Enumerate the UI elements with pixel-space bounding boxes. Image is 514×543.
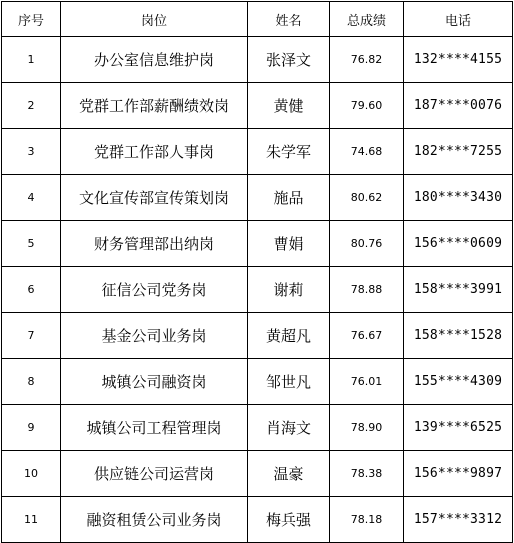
- header-score: 总成绩: [330, 2, 404, 37]
- cell-phone: 156****0609: [404, 221, 513, 267]
- cell-score: 80.76: [330, 221, 404, 267]
- cell-phone: 187****0076: [404, 83, 513, 129]
- table-row: [2, 405, 513, 451]
- cell-name: 肖海文: [248, 405, 330, 451]
- cell-seq: 6: [2, 267, 61, 313]
- cell-name: 温豪: [248, 451, 330, 497]
- cell-score: 80.62: [330, 175, 404, 221]
- table-row: [2, 83, 513, 129]
- cell-seq: 7: [2, 313, 61, 359]
- cell-position: 基金公司业务岗: [61, 313, 248, 359]
- table-row: [2, 175, 513, 221]
- header-name: 姓名: [248, 2, 330, 37]
- table-row: [2, 221, 513, 267]
- cell-name: 邹世凡: [248, 359, 330, 405]
- header-phone: 电话: [404, 2, 513, 37]
- table-row: [2, 313, 513, 359]
- cell-position: 融资租赁公司业务岗: [61, 497, 248, 543]
- cell-name: 曹娟: [248, 221, 330, 267]
- cell-phone: 180****3430: [404, 175, 513, 221]
- table-row: [2, 451, 513, 497]
- cell-name: 黄健: [248, 83, 330, 129]
- cell-phone: 139****6525: [404, 405, 513, 451]
- cell-name: 梅兵强: [248, 497, 330, 543]
- table-row: [2, 497, 513, 543]
- table-row: [2, 37, 513, 83]
- cell-phone: 182****7255: [404, 129, 513, 175]
- cell-seq: 5: [2, 221, 61, 267]
- cell-position: 城镇公司工程管理岗: [61, 405, 248, 451]
- cell-score: 76.82: [330, 37, 404, 83]
- cell-position: 文化宣传部宣传策划岗: [61, 175, 248, 221]
- cell-phone: 132****4155: [404, 37, 513, 83]
- cell-name: 朱学军: [248, 129, 330, 175]
- table-header-row: [2, 2, 513, 37]
- results-table: [1, 1, 513, 543]
- cell-seq: 2: [2, 83, 61, 129]
- table-row: [2, 359, 513, 405]
- cell-seq: 3: [2, 129, 61, 175]
- cell-phone: 158****1528: [404, 313, 513, 359]
- cell-position: 党群工作部薪酬绩效岗: [61, 83, 248, 129]
- cell-name: 张泽文: [248, 37, 330, 83]
- cell-seq: 1: [2, 37, 61, 83]
- cell-score: 78.90: [330, 405, 404, 451]
- cell-seq: 10: [2, 451, 61, 497]
- cell-score: 78.88: [330, 267, 404, 313]
- cell-position: 城镇公司融资岗: [61, 359, 248, 405]
- header-seq: 序号: [2, 2, 61, 37]
- cell-score: 74.68: [330, 129, 404, 175]
- table-row: [2, 267, 513, 313]
- cell-phone: 157****3312: [404, 497, 513, 543]
- cell-phone: 156****9897: [404, 451, 513, 497]
- cell-seq: 11: [2, 497, 61, 543]
- header-position: 岗位: [61, 2, 248, 37]
- cell-seq: 4: [2, 175, 61, 221]
- cell-position: 办公室信息维护岗: [61, 37, 248, 83]
- cell-seq: 8: [2, 359, 61, 405]
- cell-name: 黄超凡: [248, 313, 330, 359]
- cell-name: 谢莉: [248, 267, 330, 313]
- cell-phone: 155****4309: [404, 359, 513, 405]
- cell-score: 76.01: [330, 359, 404, 405]
- cell-phone: 158****3991: [404, 267, 513, 313]
- cell-score: 78.18: [330, 497, 404, 543]
- cell-name: 施品: [248, 175, 330, 221]
- cell-position: 征信公司党务岗: [61, 267, 248, 313]
- cell-score: 79.60: [330, 83, 404, 129]
- cell-score: 76.67: [330, 313, 404, 359]
- cell-position: 财务管理部出纳岗: [61, 221, 248, 267]
- cell-score: 78.38: [330, 451, 404, 497]
- table-row: [2, 129, 513, 175]
- cell-seq: 9: [2, 405, 61, 451]
- cell-position: 党群工作部人事岗: [61, 129, 248, 175]
- cell-position: 供应链公司运营岗: [61, 451, 248, 497]
